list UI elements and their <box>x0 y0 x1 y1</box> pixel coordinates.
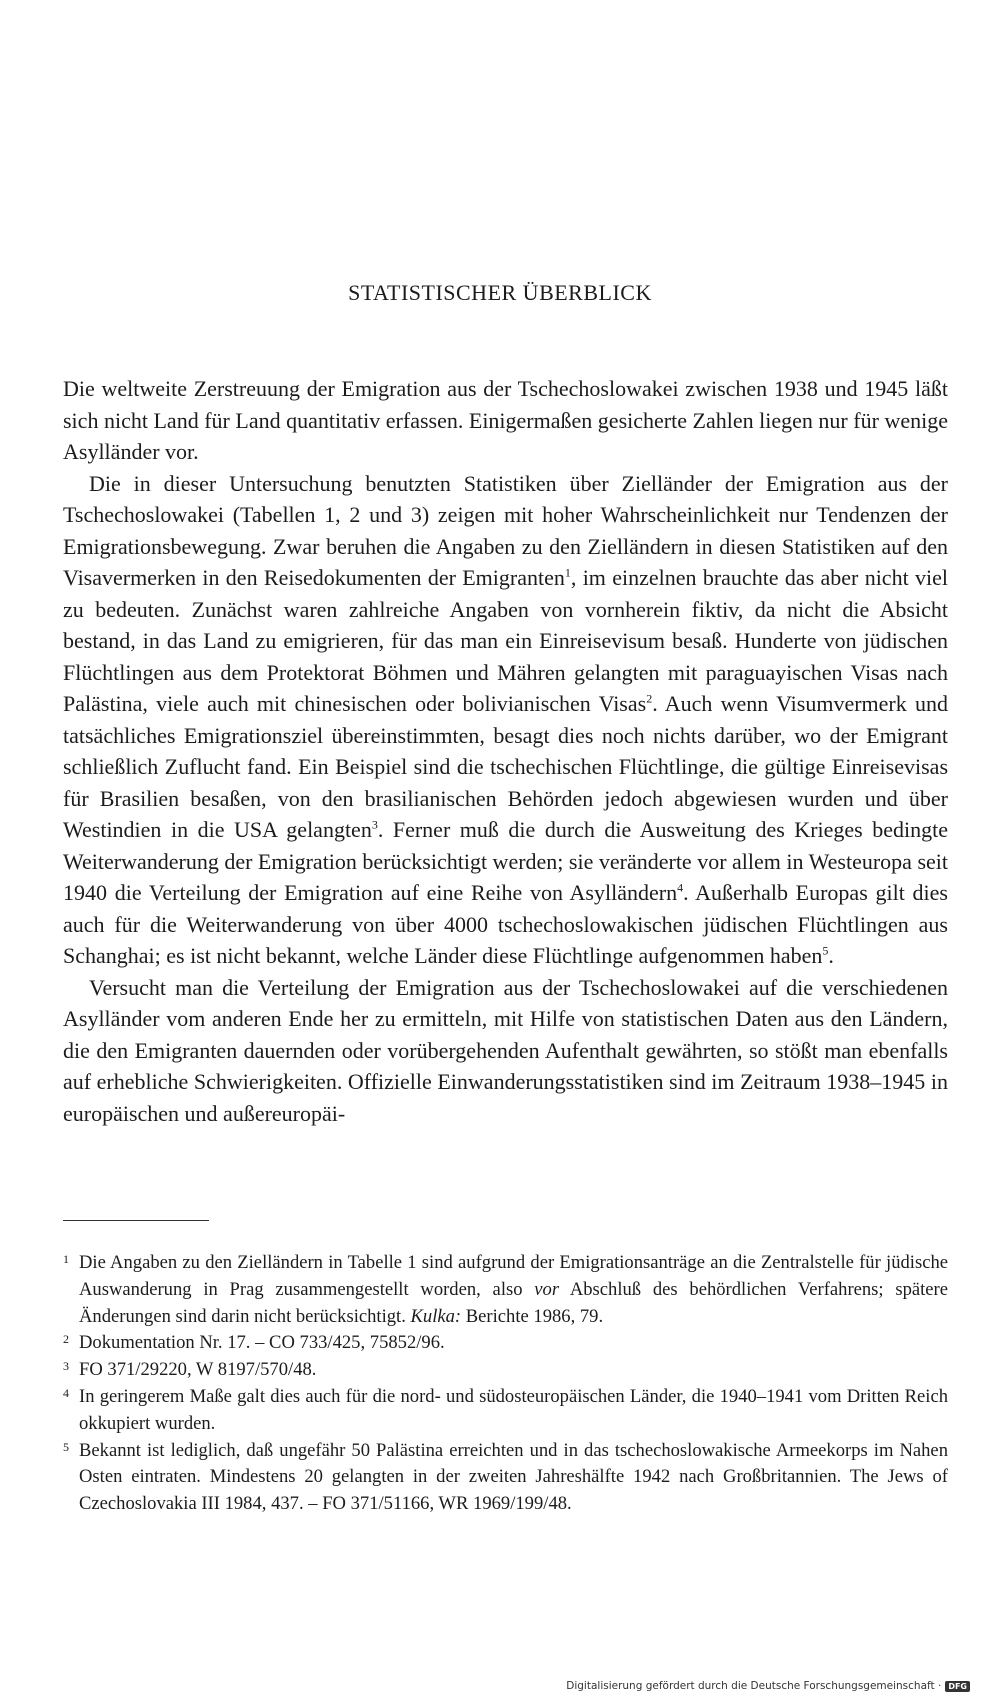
footnote-2-number: 2 <box>63 1332 69 1347</box>
footnote-ref-5[interactable]: 5 <box>822 943 829 958</box>
paragraph-2-part-c: . Auch wenn Visumvermerk und tatsächliches Emigrationsziel übereinstimmten, besagt dies noch nichts darüber, wo der Emigrant schließlich Zuflucht fand. Ein Beispiel sind die tschechischen Flüchtlinge, die gültige Einreisevisas für Brasilien besaßen, von den brasilianischen Behörden jedoch abgewiesen wurden und über Westindien in die USA gelangten <box>63 691 948 842</box>
body-text <box>63 373 948 1129</box>
footnote-2 <box>63 1330 948 1357</box>
footnote-5-text: Bekannt ist lediglich, daß ungefähr 50 Palästina erreichten und in das tschechoslowakische Armeekorps im Nahen Osten eintraten. Mindestens 20 gelangten in der zweiten Jahreshälfte 1942 nach Großbritannien. The Jews of Czechoslovakia III 1984, 437. – FO 371/51166, WR 1969/199/48. <box>79 1439 948 1515</box>
footnote-1-text-b: Abschluß des behördlichen Verfahrens; spätere Änderungen sind darin nicht berücksichtigt. <box>79 1278 948 1327</box>
footnote-1-text-c: Berichte 1986, 79. <box>461 1305 604 1327</box>
page-title: STATISTISCHER ÜBERBLICK <box>348 280 652 305</box>
footnote-4 <box>63 1384 948 1438</box>
footnote-ref-1[interactable]: 1 <box>564 565 571 580</box>
footnote-5 <box>63 1438 948 1518</box>
funding-text: Digitalisierung gefördert durch die Deutsche Forschungsgemeinschaft · <box>566 1680 942 1692</box>
footnote-ref-3[interactable]: 3 <box>371 817 378 832</box>
footnote-3 <box>63 1357 948 1384</box>
footnotes <box>63 1250 948 1518</box>
paragraph-1: Die weltweite Zerstreuung der Emigration aus der Tschechoslowakei zwischen 1938 und 1945 läßt sich nicht Land für Land quantitativ erfassen. Einigermaßen gesicherte Zahlen liegen nur für wenige Asylländer vor. <box>63 376 948 464</box>
footnote-separator <box>63 1220 209 1221</box>
paragraph-2-part-e: . Außerhalb Europas gilt dies auch für die Weiterwanderung von über 4000 tschechoslowakischen jüdischen Flüchtlingen aus Schanghai; es ist nicht bekannt, welche Länder diese Flüchtlinge aufgenommen haben <box>63 880 948 968</box>
footnote-5-number: 5 <box>63 1439 69 1454</box>
footnote-4-text: In geringerem Maße galt dies auch für die nord- und südosteuropäischen Länder, die 1940–1941 vom Dritten Reich okkupiert wurden. <box>79 1385 948 1434</box>
dfg-logo-icon: DFG <box>945 1681 970 1692</box>
paragraph-3: Versucht man die Verteilung der Emigration aus der Tschechoslowakei auf die verschiedenen Asylländer vom anderen Ende her zu ermitteln, mit Hilfe von statistischen Daten aus den Ländern, die den Emigranten dauernden oder vorübergehenden Aufenthalt gewährten, so stößt man ebenfalls auf erhebliche Schwierigkeiten. Offizielle Einwanderungsstatistiken sind im Zeitraum 1938–1945 in europäischen und außereuropäi- <box>63 974 948 1126</box>
paragraph-2-part-d: . Ferner muß die durch die Ausweitung des Krieges bedingte Weiterwanderung der Emigration berücksichtigt werden; sie veränderte vor allem in Westeuropa seit 1940 die Verteilung der Emigration auf eine Reihe von Asylländern <box>63 817 948 905</box>
paragraph-2-part-b: , im einzelnen brauchte das aber nicht viel zu bedeuten. Zunächst waren zahlreiche Angaben von vornherein fiktiv, da nicht die Absicht bestand, in das Land zu emigrieren, für das man ein Einreisevisum besaß. Hunderte von jüdischen Flüchtlingen aus dem Protektorat Böhmen und Mähren gelangten mit paraguayischen Visas nach Palästina, viele auch mit chinesischen oder bolivianischen Visas <box>63 565 948 716</box>
footnote-3-number: 3 <box>63 1359 69 1374</box>
funding-footer <box>566 1680 970 1692</box>
footnote-1-text-a: Die Angaben zu den Zielländern in Tabelle 1 sind aufgrund der Emigrationsanträge an die Zentralstelle für jüdische Auswanderung in Prag zusammengestellt worden, also <box>79 1252 948 1300</box>
footnote-1 <box>63 1250 948 1330</box>
footnote-4-number: 4 <box>63 1385 69 1400</box>
footnote-1-author: Kulka: <box>410 1305 462 1327</box>
footnote-1-number: 1 <box>63 1252 69 1266</box>
footnote-ref-2[interactable]: 2 <box>646 691 653 706</box>
footnote-ref-4[interactable]: 4 <box>677 880 684 895</box>
footnote-3-text: FO 371/29220, W 8197/570/48. <box>79 1359 317 1381</box>
paragraph-2-part-f: . <box>828 943 834 968</box>
footnote-2-text: Dokumentation Nr. 17. – CO 733/425, 75852/96. <box>79 1332 445 1354</box>
paragraph-2 <box>63 468 948 972</box>
paragraph-2-part-a: Die in dieser Untersuchung benutzten Statistiken über Zielländer der Emigration aus der Tschechoslowakei (Tabellen 1, 2 und 3) zeigen mit hoher Wahrscheinlichkeit nur Tendenzen der Emigrationsbewegung. Zwar beruhen die Angaben zu den Zielländern in diesen Statistiken auf den Visavermerken in den Reisedokumenten der Emigranten <box>63 470 948 590</box>
footnote-1-emphasis: vor <box>534 1278 560 1300</box>
